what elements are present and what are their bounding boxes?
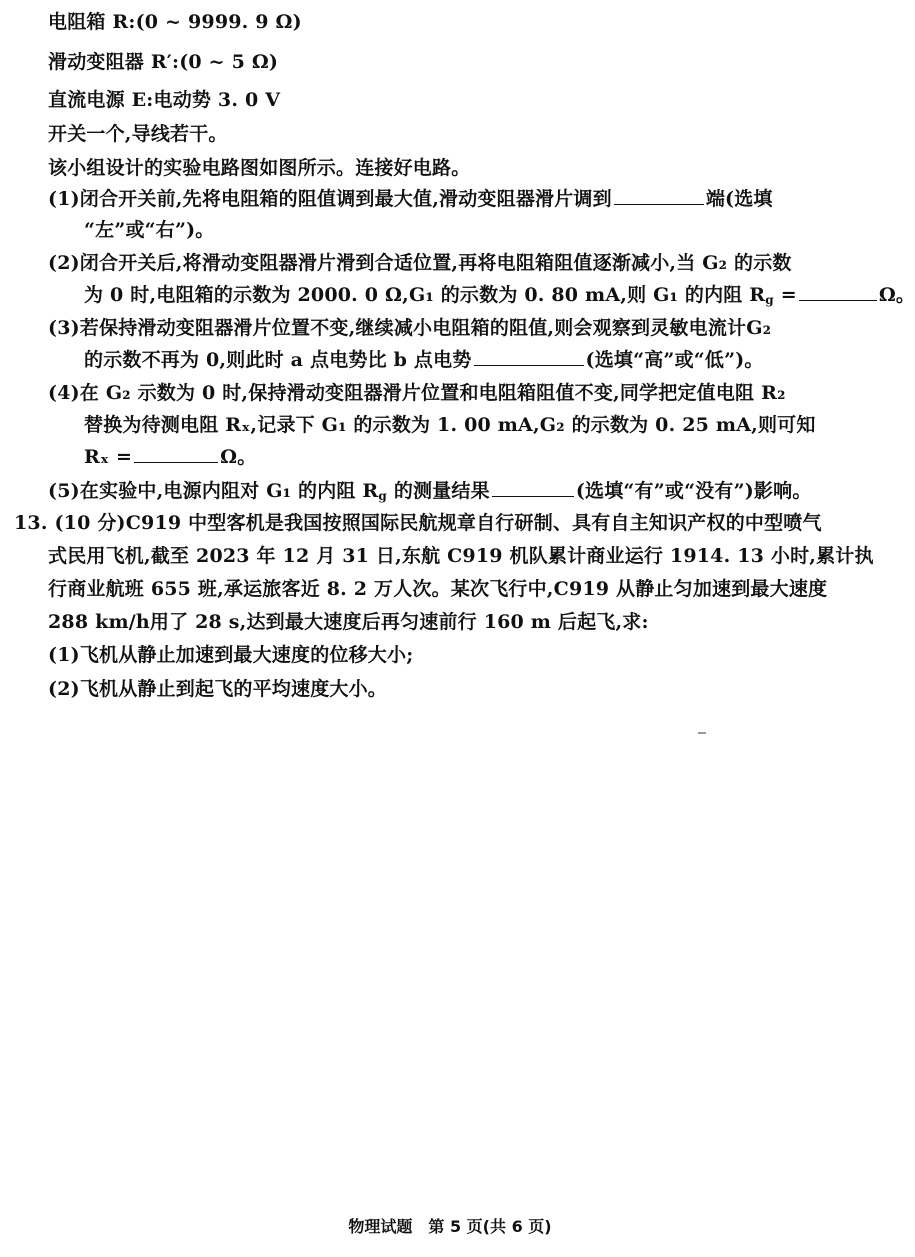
question-13-line-1: 13. (10 分)C919 中型客机是我国按照国际民航规章自行研制、具有自主知识产权的中型喷气 xyxy=(14,512,822,534)
equipment-power-supply: 直流电源 E:电动势 3. 0 V xyxy=(48,89,281,111)
question-2-subscript: g xyxy=(765,293,774,307)
equipment-switch-wires: 开关一个,导线若干。 xyxy=(48,123,228,145)
question-3-line-2 xyxy=(84,344,764,376)
question-13-sub-2: (2)飞机从静止到起飞的平均速度大小。 xyxy=(48,678,388,700)
page-footer: 物理试题 第 5 页(共 6 页) xyxy=(348,1217,552,1236)
question-4-answer-blank[interactable] xyxy=(134,444,218,463)
question-5-answer-blank[interactable] xyxy=(492,478,574,497)
question-1-text-a: (1)闭合开关前,先将电阻箱的阻值调到最大值,滑动变阻器滑片调到 xyxy=(48,188,612,210)
question-5-subscript: g xyxy=(378,489,387,503)
question-2-answer-blank[interactable] xyxy=(799,282,877,301)
equipment-rheostat: 滑动变阻器 R′:(0 ~ 5 Ω) xyxy=(48,51,279,73)
question-4-text-a: Rₓ = xyxy=(84,446,133,468)
circuit-design-line: 该小组设计的实验电路图如图所示。连接好电路。 xyxy=(48,157,471,179)
question-5-text-b: 的测量结果 xyxy=(387,480,490,502)
question-4-line-2: 替换为待测电阻 Rₓ,记录下 G₁ 的示数为 1. 00 mA,G₂ 的示数为 0. 25 mA,则可知 xyxy=(84,414,816,436)
question-2-text-a: 为 0 时,电阻箱的示数为 2000. 0 Ω,G₁ 的示数为 0. 80 mA,则 G₁ 的内阻 R xyxy=(84,284,766,306)
question-13-sub-1: (1)飞机从静止加速到最大速度的位移大小; xyxy=(48,644,414,666)
question-13-line-3: 行商业航班 655 班,承运旅客近 8. 2 万人次。某次飞行中,C919 从静止匀加速到最大速度 xyxy=(48,578,828,600)
question-1-answer-blank[interactable] xyxy=(614,186,704,205)
question-3-text-a: 的示数不再为 0,则此时 a 点电势比 b 点电势 xyxy=(84,349,472,371)
question-1-line-2: “左”或“右”)。 xyxy=(84,219,215,241)
question-3-answer-blank[interactable] xyxy=(474,347,584,366)
question-5-text-c: (选填“有”或“没有”)影响。 xyxy=(575,480,812,502)
scan-speck xyxy=(698,732,706,734)
question-4-line-1: (4)在 G₂ 示数为 0 时,保持滑动变阻器滑片位置和电阻箱阻值不变,同学把定值电阻 R₂ xyxy=(48,382,786,404)
question-5-line-1 xyxy=(48,475,812,507)
question-3-text-b: (选填“高”或“低”)。 xyxy=(585,349,764,371)
question-4-line-3 xyxy=(84,441,256,473)
question-1-line-1 xyxy=(48,183,773,215)
question-4-unit: Ω。 xyxy=(220,446,257,468)
equipment-resistor-box: 电阻箱 R:(0 ~ 9999. 9 Ω) xyxy=(48,11,302,33)
question-5-text-a: (5)在实验中,电源内阻对 G₁ 的内阻 R xyxy=(48,480,379,502)
question-2-line-1: (2)闭合开关后,将滑动变阻器滑片滑到合适位置,再将电阻箱阻值逐渐减小,当 G₂ 的示数 xyxy=(48,252,792,274)
question-2-text-b: = xyxy=(773,284,797,306)
question-1-text-b: 端(选填 xyxy=(705,188,773,210)
question-13-line-2: 式民用飞机,截至 2023 年 12 月 31 日,东航 C919 机队累计商业运行 1914. 13 小时,累计执 xyxy=(48,545,874,567)
question-2-line-2 xyxy=(84,279,915,311)
question-13-line-4: 288 km/h用了 28 s,达到最大速度后再匀速前行 160 m 后起飞,求: xyxy=(48,611,649,633)
question-3-line-1: (3)若保持滑动变阻器滑片位置不变,继续减小电阻箱的阻值,则会观察到灵敏电流计G₂ xyxy=(48,317,772,339)
question-2-unit: Ω。 xyxy=(878,284,915,306)
